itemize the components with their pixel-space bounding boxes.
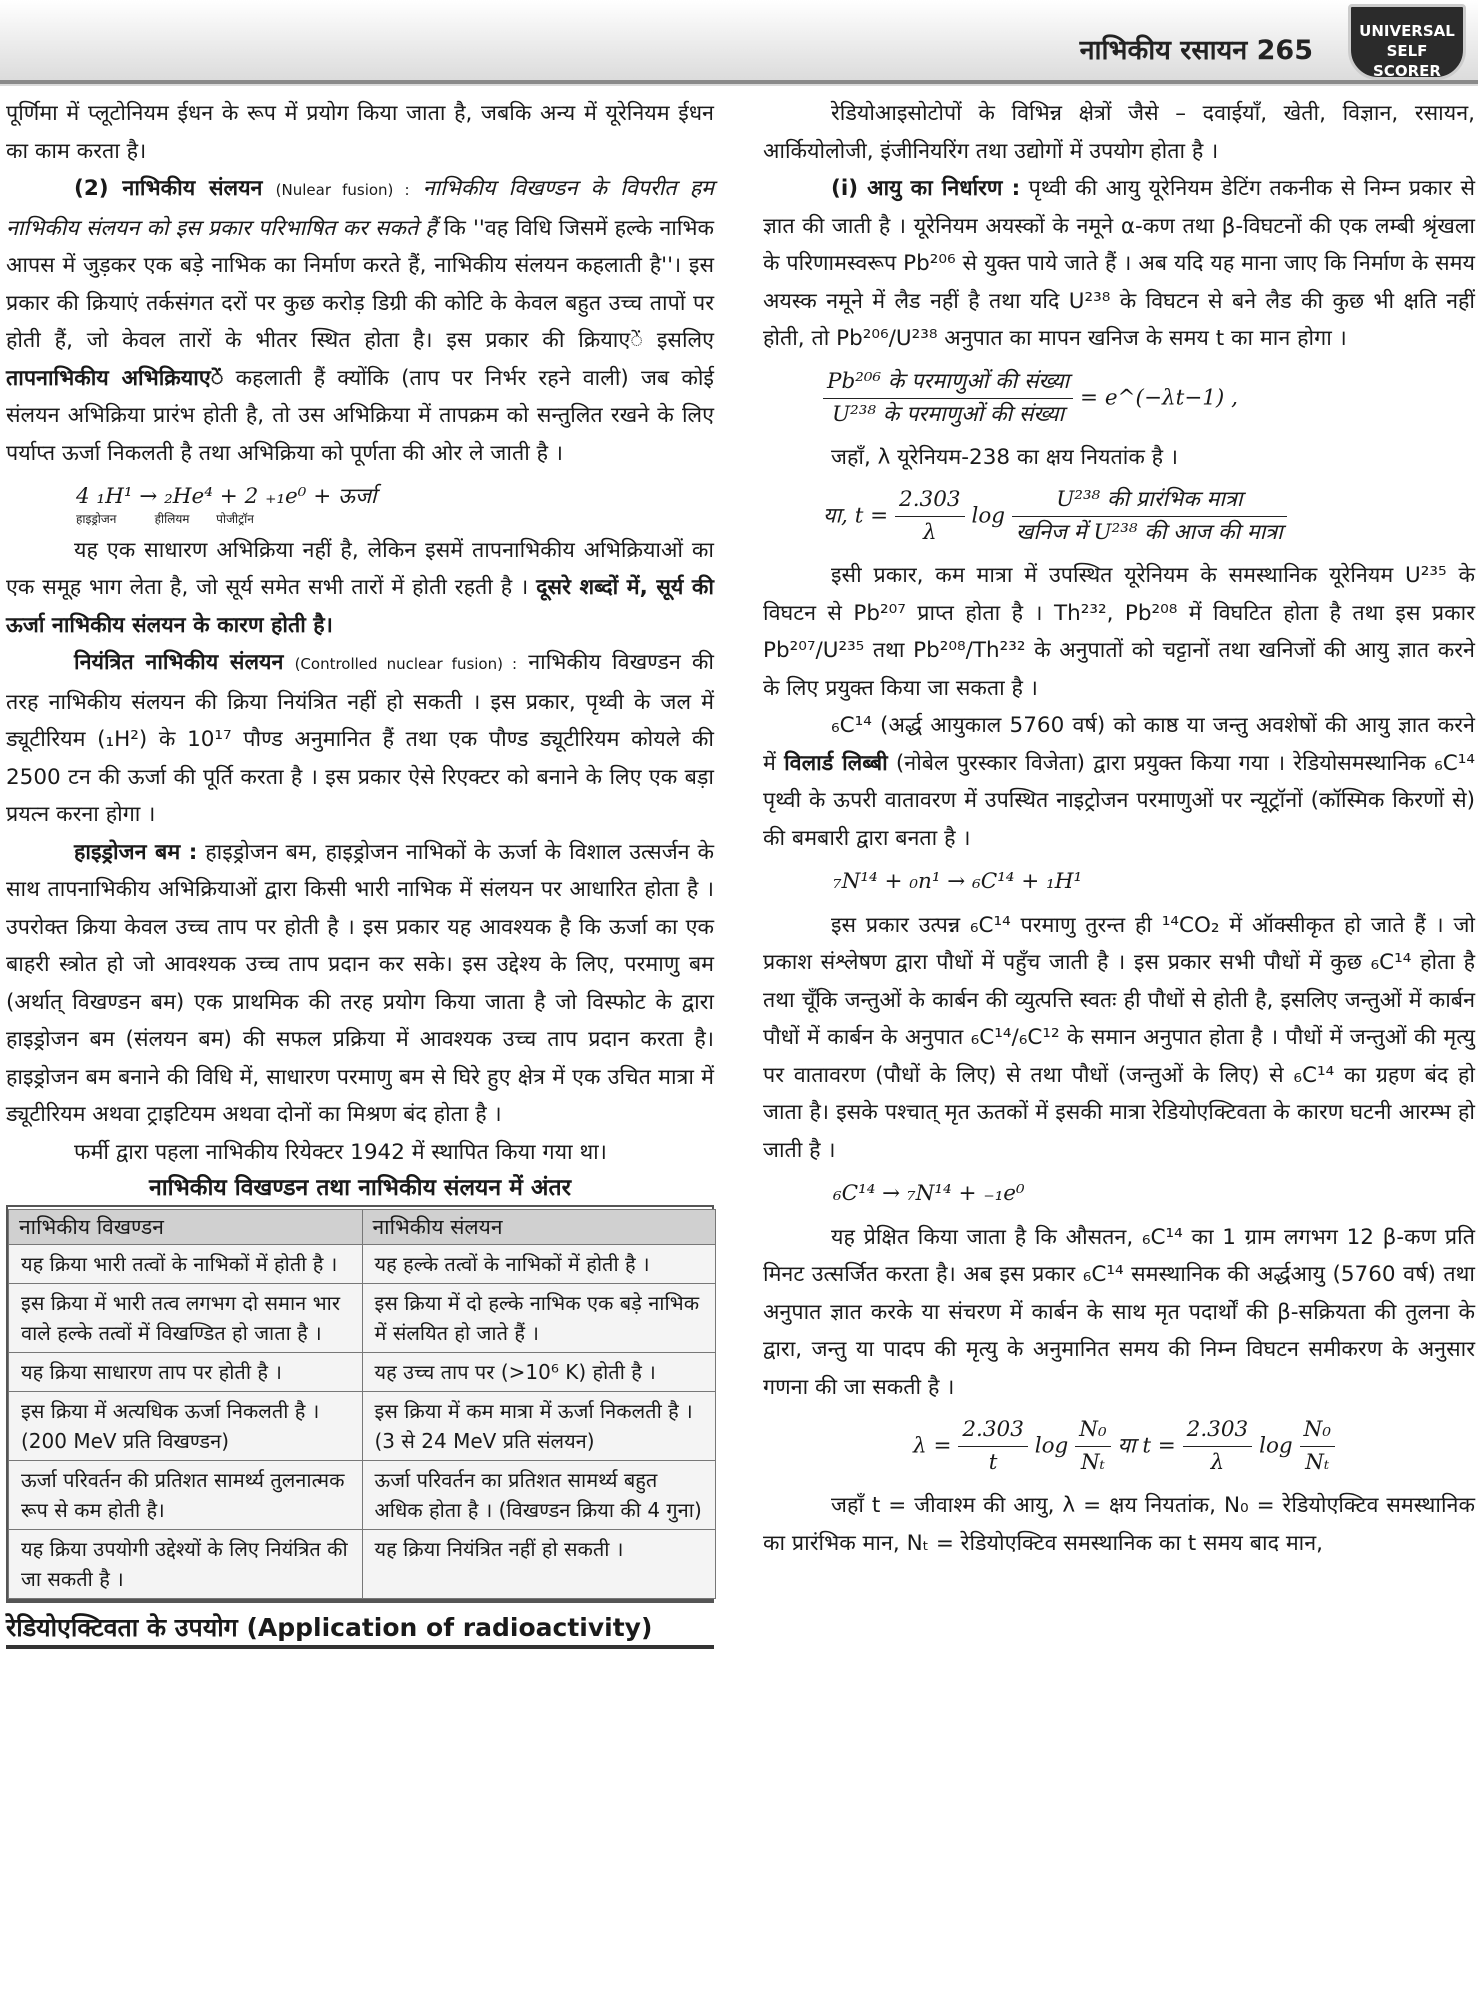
- section-heading: (2) नाभिकीय संलयन: [74, 176, 263, 201]
- fraction: [823, 366, 1073, 431]
- paragraph-fusion: [6, 170, 714, 472]
- table-cell: इस क्रिया में दो हल्के नाभिक एक बड़े नाभिक में संलयित हो जाते हैं ।: [362, 1284, 716, 1353]
- text: ₆C¹⁴ (अर्द्ध आयुकाल 5760 वर्ष) को काष्ठ या जन्तु अवशेषों की आयु ज्ञात करने में: [763, 713, 1475, 776]
- fraction: [1075, 1414, 1110, 1479]
- paragraph: इस प्रकार उत्पन्न ₆C¹⁴ परमाणु तुरन्त ही ¹⁴CO₂ में ऑक्सीकृत हो जाते हैं । जो प्रकाश संश्लेषण द्वारा पौधों में पहुँच जाती है । इस प्रकार सभी पौधों में कुछ ₆C¹⁴ होता है तथा चूँकि जन्तुओं के कार्बन की व्युत्पत्ति स्वतः ही पौधों से होती है, इसलिए जन्तुओं में कार्बन पौधों में कार्बन के अनुपात ₆C¹⁴/₆C¹² के समान अनुपात होता है । पौधों में जन्तुओं की मृत्यु पर वातावरण (पौधों के लिए) से तथा पौधों (जन्तुओं के लिए) से ₆C¹⁴ का ग्रहण बंद हो जाता है। इसके पश्चात् मृत ऊतकों में इसकी मात्रा रेडियोएक्टिवता के कारण घटनी आरम्भ हो जाती है ।: [763, 912, 1475, 1163]
- section-heading-applications: रेडियोएक्टिवता के उपयोग (Application of radioactivity): [6, 1611, 714, 1649]
- section-heading: (i) आयु का निर्धारण :: [831, 176, 1021, 201]
- paragraph: पूर्णिमा में प्लूटोनियम ईधन के रूप में प्रयोग किया जाता है, जबकि अन्य में यूरेनियम ईधन का काम करता है।: [6, 101, 714, 164]
- fraction: [958, 1414, 1028, 1479]
- table-row: [9, 1392, 716, 1461]
- comparison-table-wrapper: [6, 1205, 714, 1603]
- table-header: नाभिकीय संलयन: [362, 1210, 716, 1245]
- table-cell: इस क्रिया में अत्यधिक ऊर्जा निकलती है । (200 MeV प्रति विखण्डन): [9, 1392, 363, 1461]
- equation-rhs: = e^(−λt−1) ,: [1079, 385, 1238, 410]
- text: कि ''वह विधि जिसमें हल्के नाभिक आपस में जुड़कर एक बड़े नाभिक का निर्माण करते हैं, नाभिकीय संलयन कहलाती है''। इस प्रकार की क्रियाएं तर्कसंगत दरों पर कुछ करोड़ डिग्री की कोटि के केवल बहुत उच्च तापों पर होती हैं, जो केवल तारों के भीतर स्थित होता है। इस प्रकार की क्रियाएें इसलिए: [6, 215, 715, 353]
- denominator: λ: [1210, 1450, 1225, 1475]
- numerator: N₀: [1075, 1414, 1110, 1447]
- denominator: Nₜ: [1305, 1450, 1330, 1475]
- definition-italic: नाभिकीय विखण्डन के विपरीत हम नाभिकीय संलयन को इस प्रकार परिभाषित कर सकते हैं: [6, 176, 714, 241]
- numerator: 2.303: [895, 484, 965, 517]
- fraction: [1300, 1414, 1335, 1479]
- fraction: [1183, 1414, 1253, 1479]
- paragraph-controlled-fusion: [6, 644, 714, 834]
- paragraph: रेडियोआइसोटोपों के विभिन्न क्षेत्रों जैसे – दवाईयाँ, खेती, विज्ञान, रसायन, आर्कियोलोजी, इंजीनियरिंग तथा उद्योगों में उपयोग होता है ।: [763, 101, 1475, 164]
- ratio-equation: [763, 366, 1475, 431]
- denominator: t: [988, 1450, 998, 1475]
- fusion-equation: 4 ₁H¹ → ₂He⁴ + 2 ₊₁e⁰ + ऊर्जा: [76, 484, 377, 509]
- table-cell: यह क्रिया साधारण ताप पर होती है ।: [9, 1353, 363, 1392]
- or-label: या t =: [1117, 1433, 1176, 1459]
- table-cell: यह क्रिया उपयोगी उद्देश्यों के लिए नियंत्रित की जा सकती है ।: [9, 1530, 363, 1599]
- fraction: [1012, 484, 1287, 549]
- paragraph: इसी प्रकार, कम मात्रा में उपस्थित यूरेनियम के समस्थानिक यूरेनियम U²³⁵ के विघटन से Pb²⁰⁷ प्राप्त होता है । Th²³², Pb²⁰⁸ में विघटित होता है तथा इस प्रकार Pb²⁰⁷/U²³⁵ तथा Pb²⁰⁸/Th²³² के अनुपातों को चट्टानों तथा खनिजों की आयु ज्ञात करने के लिए प्रयुक्त किया जा सकता है ।: [763, 563, 1475, 701]
- bold-term: तापनाभिकीय अभिक्रियाएें: [6, 365, 224, 391]
- denominator: खनिज में U²³⁸ की आज की मात्रा: [1015, 520, 1283, 545]
- paragraph: जहाँ t = जीवाश्म की आयु, λ = क्षय नियतांक, N₀ = रेडियोएक्टिव समस्थानिक का प्रारंभिक मान, Nₜ = रेडियोएक्टिव समस्थानिक का t समय बाद मान,: [763, 1493, 1475, 1556]
- section-heading: नियंत्रित नाभिकीय संलयन: [74, 650, 284, 675]
- nuclear-equation: ₇N¹⁴ + ₀n¹ → ₆C¹⁴ + ₁H¹: [833, 869, 1083, 894]
- table-cell: ऊर्जा परिवर्तन की प्रतिशत सामर्थ्य तुलनात्मक रूप से कम होती है।: [9, 1461, 363, 1530]
- paragraph-hydrogen-bomb: [6, 834, 714, 1134]
- decay-formula: [763, 1414, 1475, 1479]
- equation-labels: हाइड्रोजन हीलियम पोजीट्रॉन: [76, 511, 254, 526]
- table-row: [9, 1530, 716, 1599]
- table-cell: ऊर्जा परिवर्तन का प्रतिशत सामर्थ्य बहुत अधिक होता है । (विखण्डन क्रिया की 4 गुना): [362, 1461, 716, 1530]
- age-equation: [763, 484, 1475, 549]
- bold-statement: दूसरे शब्दों में, सूर्य की ऊर्जा नाभिकीय संलयन के कारण होती है।: [6, 575, 714, 638]
- comparison-table: [8, 1209, 716, 1599]
- log-label: log: [1034, 1433, 1069, 1459]
- text: हाइड्रोजन बम, हाइड्रोजन नाभिकों के ऊर्जा के विशाल उत्सर्जन के साथ तापनाभिकीय अभिक्रियाओं द्वारा किसी भारी नाभिक में संलयन पर आधारित होता है । उपरोक्त क्रिया केवल उच्च ताप पर होती है । इस प्रकार यह आवश्यक है कि ऊर्जा का एक बाहरी स्त्रोत हो जो आवश्यक उच्च ताप प्रदान कर सके। इस उद्देश्य के लिए, परमाणु बम (अर्थात् विखण्डन बम) एक प्राथमिक की तरह प्रयोग किया जाता है जो विस्फोट के द्वारा हाइड्रोजन बम (संलयन बम) की सफल प्रक्रिया में आवश्यक उच्च ताप प्रदान करता है। हाइड्रोजन बम बनाने की विधि में, साधारण परमाणु बम से घिरे हुए क्षेत्र में एक उचित मात्रा में ड्यूटीरियम अथवा ट्राइटियम अथवा दोनों का मिश्रण बंद होता है ।: [6, 839, 714, 1127]
- table-caption: नाभिकीय विखण्डन तथा नाभिकीय संलयन में अंतर: [148, 1175, 572, 1201]
- paragraph: यह प्रेक्षित किया जाता है कि औसतन, ₆C¹⁴ का 1 ग्राम लगभग 12 β-कण प्रति मिनट उत्सर्जित करता है। अब इस प्रकार ₆C¹⁴ समस्थानिक की अर्द्धआयु (5760 वर्ष) तथा अनुपात ज्ञात करके या संचरण में कार्बन के साथ मृत पदार्थों की β-सक्रियता की तुलना के द्वारा, जन्तु या पादप की मृत्यु के अनुमानित समय की निम्न विघटन समीकरण के अनुसार गणना की जा सकती है ।: [763, 1224, 1475, 1400]
- publisher-logo: [1348, 4, 1466, 80]
- numerator: 2.303: [1183, 1414, 1253, 1447]
- table-row: [9, 1284, 716, 1353]
- paragraph-age-determination: [763, 170, 1475, 358]
- table-cell: यह उच्च ताप पर (>10⁶ K) होती है ।: [362, 1353, 716, 1392]
- bold-name: विलार्ड लिब्बी: [784, 750, 888, 776]
- equation-lhs: या, t =: [823, 503, 889, 529]
- text: यह एक साधारण अभिक्रिया नहीं है, लेकिन इसमें तापनाभिकीय अभिक्रियाओं का एक समूह भाग लेता है, जो सूर्य समेत सभी तारों में होती रहती है ।: [6, 537, 714, 600]
- numerator: U²³⁸ की प्रारंभिक मात्रा: [1012, 484, 1287, 517]
- text: कहलाती हैं क्योंकि (ताप पर निर्भर रहने वाली) जब कोई संलयन अभिक्रिया प्रारंभ होती है, तो उस अभिक्रिया में तापक्रम को सन्तुलित रखने के लिए पर्याप्त ऊर्जा निकलती है तथा अभिक्रिया को पूर्णता की ओर ले जाती है ।: [6, 365, 714, 466]
- section-heading-en: (Controlled nuclear fusion) :: [294, 655, 518, 673]
- section-heading: हाइड्रोजन बम :: [74, 839, 198, 865]
- table-cell: यह क्रिया नियंत्रित नहीं हो सकती ।: [362, 1530, 716, 1599]
- table-header: नाभिकीय विखण्डन: [9, 1210, 363, 1245]
- denominator: U²³⁸ के परमाणुओं की संख्या: [832, 401, 1065, 427]
- log-label: log: [971, 503, 1006, 529]
- page-title: नाभिकीय रसायन 265: [1079, 35, 1313, 66]
- decay-equation: ₆C¹⁴ → ₇N¹⁴ + ₋₁e⁰: [833, 1181, 1025, 1206]
- numerator: N₀: [1300, 1414, 1335, 1447]
- table-cell: यह क्रिया भारी तत्वों के नाभिकों में होती है ।: [9, 1245, 363, 1284]
- paragraph: फर्मी द्वारा पहला नाभिकीय रियेक्टर 1942 में स्थापित किया गया था।: [74, 1139, 607, 1165]
- text: पृथ्वी की आयु यूरेनियम डेटिंग तकनीक से निम्न प्रकार से ज्ञात की जाती है । यूरेनियम अयस्कों के नमूने α-कण तथा β-विघटनों की एक लम्बी श्रृंखला के परिणामस्वरूप Pb²⁰⁶ से युक्त पाये जाते हैं । अब यदि यह माना जाए कि निर्माण के समय अयस्क नमूने में लैड नहीं है तथा यदि U²³⁸ के विघटन से बने लैड की कुछ भी क्षति नहीं होती, तो Pb²⁰⁶/U²³⁸ अनुपात का मापन खनिज के समय t का मान होगा ।: [763, 176, 1475, 351]
- equation-lhs: λ =: [913, 1433, 952, 1459]
- table-row: [9, 1245, 716, 1284]
- log-label: log: [1259, 1433, 1293, 1459]
- table-header-row: [9, 1210, 716, 1245]
- left-column: [6, 95, 714, 1649]
- fraction: [895, 484, 965, 549]
- table-cell: इस क्रिया में भारी तत्व लगभग दो समान भार वाले हल्के तत्वों में विखण्डित हो जाता है ।: [9, 1284, 363, 1353]
- denominator: λ: [923, 520, 937, 545]
- denominator: Nₜ: [1080, 1450, 1105, 1475]
- numerator: 2.303: [958, 1414, 1028, 1447]
- header-rule: [0, 80, 1478, 84]
- table-row: [9, 1461, 716, 1530]
- section-heading-en: (Nulear fusion) :: [275, 181, 410, 199]
- table-cell: इस क्रिया में कम मात्रा में ऊर्जा निकलती है । (3 से 24 MeV प्रति संलयन): [362, 1392, 716, 1461]
- right-column: [763, 95, 1475, 1562]
- table-cell: यह हल्के तत्वों के नाभिकों में होती है ।: [362, 1245, 716, 1284]
- table-row: [9, 1353, 716, 1392]
- text: नाभिकीय विखण्डन की तरह नाभिकीय संलयन की क्रिया नियंत्रित नहीं हो सकती । इस प्रकार, पृथ्वी के जल में ड्यूटीरियम (₁H²) के 10¹⁷ पौण्ड अनुमानित हैं तथा एक पौण्ड ड्यूटीरियम कोयले की 2500 टन की ऊर्जा की पूर्ति करता है । इस प्रकार ऐसे रिएक्टर को बनाने के लिए एक बड़ा प्रयत्न करना होगा ।: [6, 650, 715, 827]
- numerator: Pb²⁰⁶ के परमाणुओं की संख्या: [823, 366, 1073, 399]
- paragraph-carbon-dating: [763, 707, 1475, 857]
- logo-text: UNIVERSAL SELF SCORER: [1359, 22, 1455, 80]
- paragraph: [6, 532, 714, 645]
- paragraph: जहाँ, λ यूरेनियम-238 का क्षय नियतांक है ।: [831, 444, 1179, 470]
- page-header: [0, 0, 1478, 86]
- text: (नोबेल पुरस्कार विजेता) द्वारा प्रयुक्त किया गया । रेडियोसमस्थानिक ₆C¹⁴ पृथ्वी के ऊपरी वातावरण में उपस्थित नाइट्रोजन परमाणुओं पर न्यूट्रॉनों (कॉस्मिक किरणों से) की बमबारी द्वारा बनता है ।: [763, 750, 1476, 851]
